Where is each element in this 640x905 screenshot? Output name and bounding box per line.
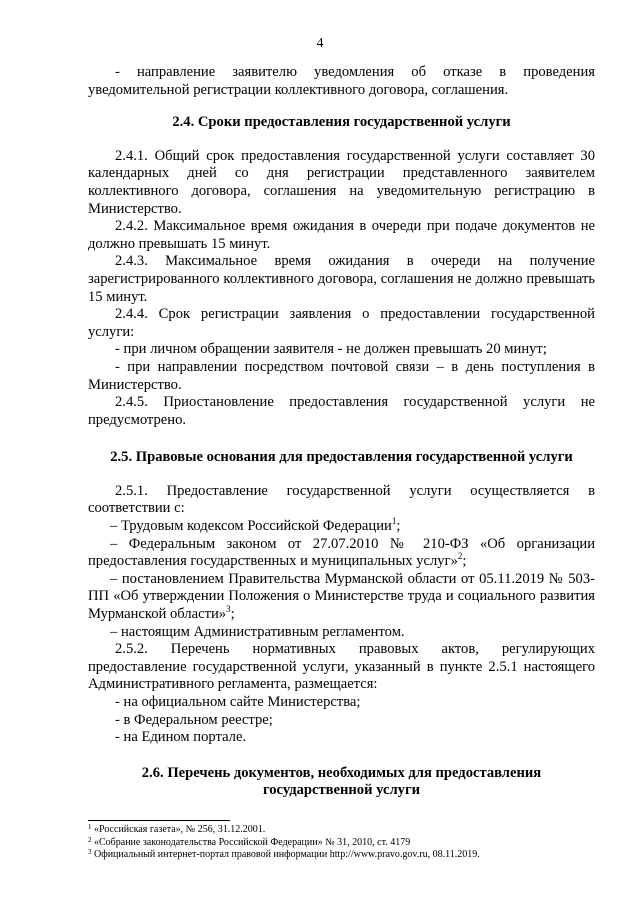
- list-item-labor-code: – Трудовым кодексом Российской Федерации$^1$;: [110, 516, 401, 535]
- section-heading-2-5: 2.5. Правовые основания для предоставления государственной услуги: [110, 449, 573, 466]
- footnote-2: $^2$ «Собрание законодательства Российской Федерации» № 31, 2010, ст. 4179: [88, 835, 411, 848]
- paragraph-2-5-2: 2.5.2. Перечень нормативных правовых актов, регулирующих предоставление государственной услуги, указанный в пункте 2.5.1 настоящего Административного регламента, размещается:: [88, 641, 595, 693]
- list-item-federal-registry: - в Федеральном реестре;: [115, 711, 273, 728]
- page-number: 4: [316, 36, 324, 51]
- footnote-ref-1: 1: [391, 516, 397, 527]
- paragraph-2-4-2: 2.4.2. Максимальное время ожидания в очереди при подаче документов не должно превышать 15 минут.: [88, 218, 595, 252]
- section-heading-2-6: 2.6. Перечень документов, необходимых для предоставления государственной услуги: [141, 764, 542, 799]
- document-body: [88, 64, 595, 800]
- footnote-ref-3: 3: [226, 604, 231, 615]
- footnotes: [88, 824, 598, 862]
- list-item-official-site: - на официальном сайте Министерства;: [115, 694, 361, 710]
- paragraph-2-4-1: 2.4.1. Общий срок предоставления государственной услуги составляет 30 календарных дней со дня регистрации представленного заявителем коллективного договора, соглашения на уведомительную регистрацию в Министерство.: [88, 147, 595, 217]
- paragraph-2-4-4-item-personal: - при личном обращении заявителя - не должен превышать 20 минут;: [115, 341, 547, 358]
- footnote-1: $^1$ «Российская газета», № 256, 31.12.2001.: [88, 823, 266, 835]
- section-heading-2-4: 2.4. Сроки предоставления государственной услуги: [172, 114, 511, 131]
- list-item-unified-portal: - на Едином портале.: [115, 729, 247, 746]
- paragraph-2-5-1: 2.5.1. Предоставление государственной услуги осуществляется в соответствии с:: [88, 482, 595, 517]
- paragraph-2-4-5: 2.4.5. Приостановление предоставления государственной услуги не предусмотрено.: [88, 394, 595, 428]
- footnote-separator: [88, 820, 230, 821]
- list-item-regulation: – настоящим Административным регламентом.: [110, 623, 405, 640]
- list-item-federal-law: – Федеральным законом от 27.07.2010 № 210-ФЗ «Об организации предоставления государственных и муниципальных услуг»$^2$;: [88, 535, 595, 570]
- paragraph-2-4-4: 2.4.4. Срок регистрации заявления о предоставлении государственной услуги:: [88, 306, 595, 340]
- paragraph-2-4-4-item-post: - при направлении посредством почтовой связи – в день поступления в Министерство.: [88, 358, 595, 393]
- paragraph-refusal-notice: - направление заявителю уведомления об отказе в проведения уведомительной регистрации коллективного договора, соглашения.: [88, 64, 595, 98]
- list-item-government-decree: – постановлением Правительства Мурманской области от 05.11.2019 № 503-ПП «Об утверждении Положения о Министерстве труда и социального развития Мурманской области»$^3$;: [88, 570, 595, 623]
- paragraph-2-4-3: 2.4.3. Максимальное время ожидания в очереди на получение зарегистрированного коллективного договора, соглашения не должно превышать 15 минут.: [88, 253, 595, 305]
- footnote-3: $^3$ Официальный интернет-портал правовой информации http://www.pravo.gov.ru, 08.11.2019.: [88, 848, 480, 860]
- footnote-ref-2: 2: [457, 551, 463, 562]
